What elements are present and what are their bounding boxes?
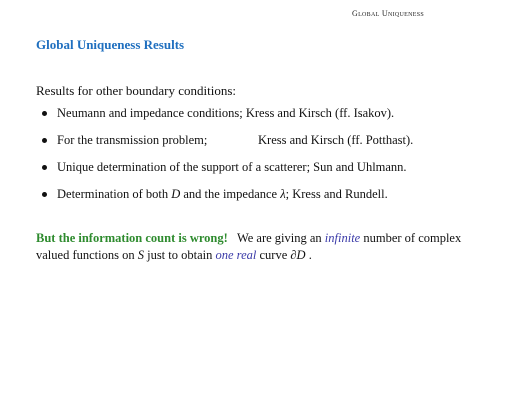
highlight-text: But the information count is wrong! [36,231,228,245]
bullet-icon [42,165,47,170]
conclusion-text: just to obtain [143,248,216,262]
emphasis-text: one real [215,248,257,262]
bullet-text [57,181,388,208]
bullet-item [42,127,462,154]
conclusion-text: . [305,248,312,262]
bullet-icon [42,138,47,143]
intro-text: Results for other boundary conditions: [36,83,237,98]
running-header: Global Uniqueness [352,9,424,18]
math-symbol: S [137,248,144,262]
emphasis-text: infinite [324,231,361,245]
conclusion-text: number of complex valued functions on [36,231,462,262]
math-symbol: ∂D [290,248,306,262]
bullet-item [42,154,462,181]
conclusion-paragraph [36,230,466,264]
bullet-icon [42,192,47,197]
bullet-item [42,181,462,208]
conclusion-text: curve [256,248,291,262]
bullet-item [42,100,462,127]
conclusion-text: We are giving an [227,231,325,245]
bullet-text: Neumann and impedance conditions; Kress and Kirsch (ff. Isakov). [57,106,395,120]
bullet-list [42,100,462,208]
bullet-text-right: Kress and Kirsch (ff. Potthast). [258,133,414,147]
bullet-text-part: ; Kress and Rundell. [285,187,388,201]
slide-title: Global Uniqueness Results [36,37,185,52]
math-symbol: λ [280,187,286,201]
bullet-icon [42,111,47,116]
bullet-text: Unique determination of the support of a scatterer; Sun and Uhlmann. [57,160,407,174]
bullet-text-part: Determination of both [57,187,172,201]
math-symbol: D [171,187,181,201]
bullet-text-left: For the transmission problem; [57,133,208,147]
bullet-text-part: and the impedance [180,187,281,201]
